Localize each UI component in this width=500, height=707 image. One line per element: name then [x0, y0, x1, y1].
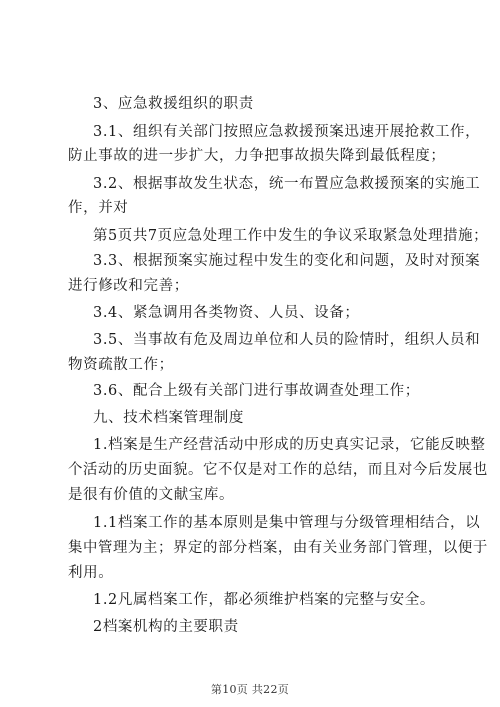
- paragraph-line: 防止事故的进一步扩大，力争把事故损失降到最低程度；: [68, 148, 446, 164]
- paragraph-line: 3.5、当事故有危及周边单位和人员的险情时，组织人员和: [93, 332, 481, 348]
- paragraph-line: 3.4、紧急调用各类物资、人员、设备；: [93, 305, 360, 321]
- paragraph-line: 1.2凡属档案工作，都必须维护档案的完整与安全。: [93, 592, 435, 608]
- paragraph-line: 3.3、根据预案实施过程中发生的变化和问题，及时对预案: [93, 253, 481, 269]
- paragraph-line: 物资疏散工作；: [68, 357, 174, 373]
- section-heading: 九、技术档案管理制度: [93, 410, 244, 426]
- paragraph-line: 作，并对: [68, 200, 129, 216]
- paragraph-line: 1.1档案工作的基本原则是集中管理与分级管理相结合，以: [93, 515, 481, 531]
- paragraph-line: 利用。: [68, 565, 114, 581]
- paragraph-line: 1.档案是生产经营活动中形成的历史真实记录，它能反映整: [93, 437, 486, 453]
- paragraph-line: 3.6、配合上级有关部门进行事故调查处理工作；: [93, 383, 420, 399]
- paragraph-line: 是很有价值的文献宝库。: [68, 487, 235, 503]
- paragraph-line: 2档案机构的主要职责: [93, 619, 239, 635]
- paragraph-line: 集中管理为主；界定的部分档案，由有关业务部门管理，以便于: [68, 540, 488, 556]
- paragraph-line: 个活动的历史面貌。它不仅是对工作的总结，而且对今后发展也: [68, 462, 488, 478]
- page-number-footer: 第10页 共22页: [210, 683, 290, 696]
- section-heading: 3、应急救援组织的职责: [93, 96, 254, 112]
- paragraph-line: 3.1、组织有关部门按照应急救援预案迅速开展抢救工作，: [93, 124, 481, 140]
- paragraph-line: 3.2、根据事故发生状态，统一布置应急救援预案的实施工: [93, 176, 481, 192]
- paragraph-line: 进行修改和完善；: [68, 278, 189, 294]
- paragraph-line: 第5页共7页应急处理工作中发生的争议采取紧急处理措施；: [93, 228, 489, 244]
